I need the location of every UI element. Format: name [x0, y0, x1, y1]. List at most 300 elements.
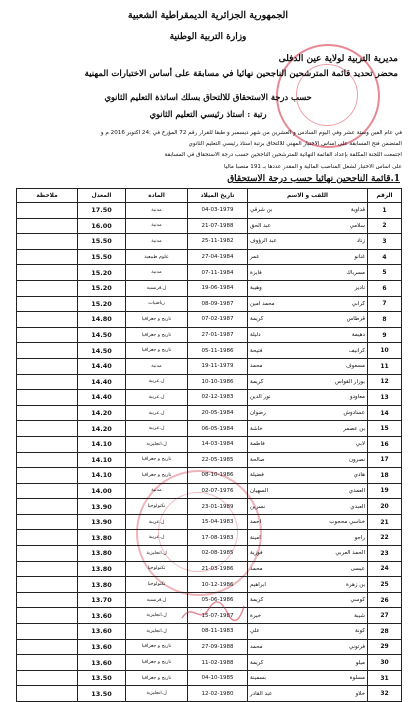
cell-note — [17, 655, 78, 671]
cell-name — [248, 452, 368, 468]
cell-subject: مدنية — [126, 358, 188, 374]
cell-name — [248, 546, 368, 562]
cell-subject: ل.انجليزية — [126, 608, 188, 624]
cell-number: 4 — [368, 249, 402, 265]
cell-score: 14.40 — [78, 374, 126, 390]
intro-paragraph: على اساس الاختبار لشغل المناصب المالية و المقدر عددها بـ 191 منصبا ماليا — [224, 164, 402, 170]
cell-birth-date: 27-01-1987 — [188, 327, 248, 343]
table-row — [17, 452, 402, 468]
cell-score: 15.20 — [78, 265, 126, 281]
cell-subject: ل.عربية — [126, 530, 188, 546]
table-row — [17, 499, 402, 515]
cell-note — [17, 234, 78, 250]
cell-number: 21 — [368, 514, 402, 530]
cell-name — [248, 608, 368, 624]
last-name: معاودو — [349, 394, 365, 401]
last-name: العمدي — [348, 487, 365, 494]
cell-name — [248, 234, 368, 250]
cell-number: 5 — [368, 265, 402, 281]
cell-name — [248, 280, 368, 296]
table-body — [17, 203, 402, 702]
last-name: قداوية — [350, 207, 365, 214]
table-row — [17, 296, 402, 312]
cell-name — [248, 421, 368, 437]
cell-subject: ل.انجليزية — [126, 686, 188, 702]
cell-subject: تاريخ و جغرافيا — [126, 343, 188, 359]
cell-name — [248, 561, 368, 577]
first-name: رضوان — [250, 410, 266, 417]
cell-number: 19 — [368, 483, 402, 499]
first-name: بسمينة — [250, 675, 266, 682]
rank-subtitle: رتبة : استاذ رئيسي التعليم الثانوي — [149, 109, 267, 119]
cell-score: 13.90 — [78, 514, 126, 530]
cell-subject: تاريخ و جغرافيا — [126, 327, 188, 343]
last-name: خلاو — [355, 690, 365, 697]
cell-number: 32 — [368, 686, 402, 702]
cell-subject: تكنولوجيا — [126, 561, 188, 577]
first-name: امينة — [250, 534, 261, 541]
table-row — [17, 608, 402, 624]
cell-name — [248, 483, 368, 499]
last-name: كونة — [355, 628, 365, 635]
cell-note — [17, 405, 78, 421]
cell-number: 26 — [368, 592, 402, 608]
first-name: صالحة — [250, 456, 265, 463]
cell-birth-date: 11-02-1988 — [188, 655, 248, 671]
cell-note — [17, 343, 78, 359]
first-name: محمد امين — [250, 300, 275, 307]
intro-paragraph: اجتمعت اللجنة المكلفة بإعداد القائمة النهائية للمترشحين الناجحين حسب درجة الاستحقاق في المسابقة — [164, 152, 402, 158]
cell-score: 13.80 — [78, 546, 126, 562]
first-name: بن شرقي — [250, 207, 273, 214]
cell-number: 23 — [368, 546, 402, 562]
cell-number: 24 — [368, 561, 402, 577]
cell-name — [248, 499, 368, 515]
last-name: كرانيف — [348, 347, 365, 354]
first-name: عبد القادر — [250, 690, 273, 697]
cell-number: 14 — [368, 405, 402, 421]
last-name: لابي — [355, 441, 365, 448]
cell-subject: تكنولوجيا — [126, 499, 188, 515]
cell-score: 14.40 — [78, 390, 126, 406]
cell-number: 28 — [368, 624, 402, 640]
cell-number: 6 — [368, 280, 402, 296]
first-name: ابراهيم — [250, 581, 266, 588]
table-row — [17, 358, 402, 374]
table-row — [17, 577, 402, 593]
cell-note — [17, 639, 78, 655]
cell-birth-date: 23-01-1989 — [188, 499, 248, 515]
first-name: عبد الحق — [250, 222, 271, 229]
cell-note — [17, 452, 78, 468]
cell-subject: تاريخ و جغرافيا — [126, 655, 188, 671]
cell-subject: تاريخ و جغرافيا — [126, 639, 188, 655]
last-name: شيبة — [354, 612, 365, 619]
table-row — [17, 624, 402, 640]
cell-note — [17, 483, 78, 499]
cell-subject: ل.عربية — [126, 405, 188, 421]
first-name: فتيحة — [250, 347, 263, 354]
last-name: غنانو — [354, 254, 365, 261]
last-name: كرابي — [351, 300, 365, 307]
cell-birth-date: 07-11-1984 — [188, 265, 248, 281]
cell-score: 14.00 — [78, 483, 126, 499]
cell-note — [17, 561, 78, 577]
cell-note — [17, 499, 78, 515]
table-row — [17, 514, 402, 530]
cell-number: 12 — [368, 374, 402, 390]
cell-note — [17, 592, 78, 608]
table-row — [17, 280, 402, 296]
cell-number: 27 — [368, 608, 402, 624]
cell-birth-date: 22-05-1985 — [188, 452, 248, 468]
cell-score: 13.80 — [78, 561, 126, 577]
cell-number: 9 — [368, 327, 402, 343]
last-name: مسرباك — [346, 269, 365, 276]
cell-name — [248, 327, 368, 343]
cell-note — [17, 203, 78, 219]
cell-number: 7 — [368, 296, 402, 312]
last-name: عيسى — [350, 565, 365, 572]
first-name: فاطمة — [250, 441, 265, 448]
cell-birth-date: 14-03-1984 — [188, 436, 248, 452]
cell-name — [248, 639, 368, 655]
cell-name — [248, 312, 368, 328]
cell-birth-date: 06-05-1984 — [188, 421, 248, 437]
intro-paragraph: في عام الفين وستة عشر وفي اليوم السادس و العشرين من شهر ديسمبر و طبقا للقرار رقم 72 المؤرخ في :24 اكتوبر 2016 م و — [100, 130, 402, 136]
last-name: دهيمة — [351, 332, 365, 339]
cell-birth-date: 07-02-1987 — [188, 312, 248, 328]
cell-score: 13.70 — [78, 592, 126, 608]
cell-subject: رياضيات — [126, 296, 188, 312]
cell-score: 14.20 — [78, 405, 126, 421]
cell-birth-date: 04-03-1979 — [188, 203, 248, 219]
table-row — [17, 249, 402, 265]
cell-note — [17, 686, 78, 702]
cell-note — [17, 312, 78, 328]
cell-birth-date: 25-11-1982 — [188, 234, 248, 250]
cell-name — [248, 686, 368, 702]
cell-name — [248, 218, 368, 234]
cell-note — [17, 624, 78, 640]
first-name: كريمة — [250, 378, 264, 385]
last-name: الحمد العربي — [335, 550, 365, 557]
last-name: بن عصمر — [343, 425, 365, 432]
first-name: فوزية — [250, 550, 263, 557]
last-name: بوزار القواس — [334, 378, 365, 385]
cell-note — [17, 530, 78, 546]
last-name: قرطاس — [346, 316, 365, 323]
cell-score: 13.90 — [78, 499, 126, 515]
cell-number: 18 — [368, 468, 402, 484]
first-name: خاشة — [250, 425, 263, 432]
cell-name — [248, 436, 368, 452]
cell-score: 13.60 — [78, 639, 126, 655]
republic-heading: الجمهورية الجزائرية الديمقراطية الشعبية — [127, 10, 289, 21]
cell-score: 15.50 — [78, 249, 126, 265]
cell-number: 16 — [368, 436, 402, 452]
cell-birth-date: 19-11-1979 — [188, 358, 248, 374]
first-name: محمد — [250, 565, 263, 572]
cell-number: 30 — [368, 655, 402, 671]
merit-subtitle: حسب درجة الاستحقاق للالتحاق بسلك اساتذة التعليم الثانوي — [104, 92, 312, 102]
last-name: زناد — [356, 238, 365, 245]
cell-subject: ل.عربية — [126, 390, 188, 406]
table-row — [17, 234, 402, 250]
cell-subject: ل.انجليزية — [126, 546, 188, 562]
cell-score: 14.80 — [78, 312, 126, 328]
cell-note — [17, 608, 78, 624]
cell-score: 13.80 — [78, 577, 126, 593]
table-row — [17, 436, 402, 452]
cell-score: 13.60 — [78, 655, 126, 671]
cell-birth-date: 08-09-1987 — [188, 296, 248, 312]
cell-score: 15.20 — [78, 296, 126, 312]
cell-number: 31 — [368, 670, 402, 686]
first-name: خيرة — [250, 612, 261, 619]
last-name: العبدي — [350, 503, 365, 510]
table-row — [17, 203, 402, 219]
cell-name — [248, 592, 368, 608]
cell-score: 13.80 — [78, 530, 126, 546]
cell-score: 13.50 — [78, 686, 126, 702]
cell-birth-date: 21-07-1988 — [188, 218, 248, 234]
cell-birth-date: 10-10-1986 — [188, 374, 248, 390]
cell-note — [17, 468, 78, 484]
first-name: احمد — [250, 519, 261, 526]
cell-birth-date: 02-07-1976 — [188, 483, 248, 499]
cell-subject: مدنية — [126, 234, 188, 250]
cell-birth-date: 05-06-1986 — [188, 592, 248, 608]
cell-score: 17.50 — [78, 203, 126, 219]
table-row — [17, 343, 402, 359]
table-row — [17, 483, 402, 499]
cell-birth-date: 20-05-1984 — [188, 405, 248, 421]
cell-birth-date: 08-11-1983 — [188, 624, 248, 640]
cell-score: 13.60 — [78, 608, 126, 624]
cell-score: 14.50 — [78, 343, 126, 359]
first-name: كريمة — [250, 659, 264, 666]
cell-number: 8 — [368, 312, 402, 328]
column-header-birth-date: تاريخ الميلاد — [188, 189, 248, 203]
cell-score: 13.50 — [78, 670, 126, 686]
cell-subject: تاريخ و جغرافيا — [126, 468, 188, 484]
cell-note — [17, 218, 78, 234]
cell-name — [248, 577, 368, 593]
results-table — [16, 188, 402, 702]
cell-subject: ل.فرنسية — [126, 280, 188, 296]
cell-number: 3 — [368, 234, 402, 250]
cell-number: 17 — [368, 452, 402, 468]
last-name: مسلوة — [349, 675, 365, 682]
column-header-note: ملاحظة — [17, 189, 78, 203]
cell-name — [248, 296, 368, 312]
table-row — [17, 686, 402, 702]
cell-score: 14.10 — [78, 436, 126, 452]
last-name: بن زهرة — [346, 581, 365, 588]
cell-birth-date: 27-09-1988 — [188, 639, 248, 655]
cell-number: 25 — [368, 577, 402, 593]
cell-number: 15 — [368, 421, 402, 437]
cell-number: 11 — [368, 358, 402, 374]
cell-name — [248, 655, 368, 671]
first-name: السهيان — [250, 487, 269, 494]
column-header-number: الرقم — [368, 189, 402, 203]
table-row — [17, 639, 402, 655]
cell-birth-date: 02-12-1983 — [188, 390, 248, 406]
table-row — [17, 421, 402, 437]
table-row — [17, 468, 402, 484]
first-name: محمد — [250, 363, 263, 370]
cell-subject: تاريخ و جغرافيا — [126, 670, 188, 686]
cell-subject: تاريخ و جغرافيا — [126, 312, 188, 328]
cell-subject: ل.انجليزية — [126, 624, 188, 640]
cell-note — [17, 421, 78, 437]
cell-subject: مدنية — [126, 483, 188, 499]
cell-birth-date: 05-11-1986 — [188, 343, 248, 359]
first-name: دليلة — [250, 332, 261, 339]
cell-name — [248, 358, 368, 374]
cell-number: 2 — [368, 218, 402, 234]
cell-name — [248, 670, 368, 686]
cell-score: 15.50 — [78, 234, 126, 250]
last-name: نادير — [354, 285, 365, 292]
cell-birth-date: 21-03-1986 — [188, 561, 248, 577]
cell-subject: مدنية — [126, 203, 188, 219]
cell-name — [248, 390, 368, 406]
cell-subject: ل.عربية — [126, 374, 188, 390]
cell-note — [17, 249, 78, 265]
first-name: فايزة — [250, 269, 262, 276]
last-name: عسادوش — [343, 410, 365, 417]
table-row — [17, 327, 402, 343]
cell-score: 14.40 — [78, 358, 126, 374]
cell-note — [17, 577, 78, 593]
cell-birth-date: 08-10-1986 — [188, 468, 248, 484]
last-name: هادي — [353, 472, 365, 479]
cell-name — [248, 624, 368, 640]
cell-score: 14.20 — [78, 421, 126, 437]
first-name: وهيبة — [250, 285, 262, 292]
table-row — [17, 592, 402, 608]
first-name: علي — [250, 628, 260, 635]
cell-score: 14.10 — [78, 468, 126, 484]
cell-birth-date: 12-02-1980 — [188, 686, 248, 702]
cell-number: 1 — [368, 203, 402, 219]
cell-name — [248, 265, 368, 281]
first-name: عبد الرؤوف — [250, 238, 277, 245]
cell-subject: ل.فرنسية — [126, 592, 188, 608]
cell-subject: ل.عربية — [126, 514, 188, 530]
intro-paragraph: المتضمن فتح المسابقة على أساس الاختبار المهني للالتحاق برتبة استاذ رئيسي التعليم الثانوي — [188, 141, 402, 147]
cell-number: 13 — [368, 390, 402, 406]
cell-name — [248, 343, 368, 359]
cell-birth-date: 15-04-1983 — [188, 514, 248, 530]
cell-name — [248, 514, 368, 530]
list-title: 1.قائمة الناجحين نهائيا حسب درجة الاستحقاق — [227, 174, 400, 184]
table-row — [17, 546, 402, 562]
table-row — [17, 561, 402, 577]
cell-subject: ل.عربية — [126, 421, 188, 437]
cell-score: 14.10 — [78, 452, 126, 468]
table-row — [17, 405, 402, 421]
first-name: عمر — [250, 254, 260, 261]
table-row — [17, 374, 402, 390]
cell-birth-date: 27-04-1984 — [188, 249, 248, 265]
cell-note — [17, 670, 78, 686]
table-row — [17, 655, 402, 671]
first-name: نسرين — [250, 503, 266, 510]
first-name: كريمة — [250, 597, 264, 604]
cell-note — [17, 546, 78, 562]
cell-score: 15.20 — [78, 280, 126, 296]
cell-score: 14.50 — [78, 327, 126, 343]
cell-name — [248, 405, 368, 421]
cell-number: 22 — [368, 530, 402, 546]
table-row — [17, 265, 402, 281]
cell-subject: مدنية — [126, 265, 188, 281]
table-row — [17, 218, 402, 234]
last-name: نصرون — [348, 456, 365, 463]
cell-note — [17, 390, 78, 406]
last-name: سلامي — [349, 222, 365, 229]
minutes-title: محضر تحديد قائمة المترشحين الناجحين نهائيا في مسابقة على أساس الاختبارات المهنية — [84, 69, 398, 79]
cell-note — [17, 265, 78, 281]
last-name: خناسي محجوب — [329, 519, 365, 526]
cell-name — [248, 249, 368, 265]
cell-subject: تكنولوجيا — [126, 577, 188, 593]
directorate-heading: مديرية التربية لولاية عين الدفلى — [278, 54, 398, 64]
cell-score: 16.00 — [78, 218, 126, 234]
last-name: راجو — [354, 534, 365, 541]
cell-name — [248, 203, 368, 219]
column-header-score: المعدل — [78, 189, 126, 203]
cell-subject: مدنية — [126, 218, 188, 234]
ministry-heading: وزارة التربية الوطنية — [169, 32, 247, 42]
column-header-name: اللقب و الاسم — [248, 189, 368, 203]
cell-subject: علوم طبيعية — [126, 249, 188, 265]
table-row — [17, 312, 402, 328]
cell-note — [17, 436, 78, 452]
cell-birth-date: 19-06-1984 — [188, 280, 248, 296]
cell-name — [248, 530, 368, 546]
table-header-row — [17, 189, 402, 203]
first-name: نور الدين — [250, 394, 271, 401]
cell-birth-date: 17-08-1983 — [188, 530, 248, 546]
cell-subject: ل.انجليزية — [126, 436, 188, 452]
cell-birth-date: 15-07-1987 — [188, 608, 248, 624]
cell-note — [17, 514, 78, 530]
table-row — [17, 390, 402, 406]
last-name: مسعوف — [345, 363, 365, 370]
cell-birth-date: 10-12-1986 — [188, 577, 248, 593]
cell-note — [17, 280, 78, 296]
column-header-subject: المادة — [126, 189, 188, 203]
cell-note — [17, 327, 78, 343]
cell-number: 29 — [368, 639, 402, 655]
cell-name — [248, 468, 368, 484]
cell-note — [17, 358, 78, 374]
cell-note — [17, 296, 78, 312]
cell-score: 13.60 — [78, 624, 126, 640]
cell-birth-date: 02-08-1985 — [188, 546, 248, 562]
cell-number: 10 — [368, 343, 402, 359]
last-name: ميلو — [355, 659, 365, 666]
cell-name — [248, 374, 368, 390]
first-name: محمد — [250, 643, 263, 650]
cell-note — [17, 374, 78, 390]
cell-subject: تاريخ و جغرافيا — [126, 452, 188, 468]
